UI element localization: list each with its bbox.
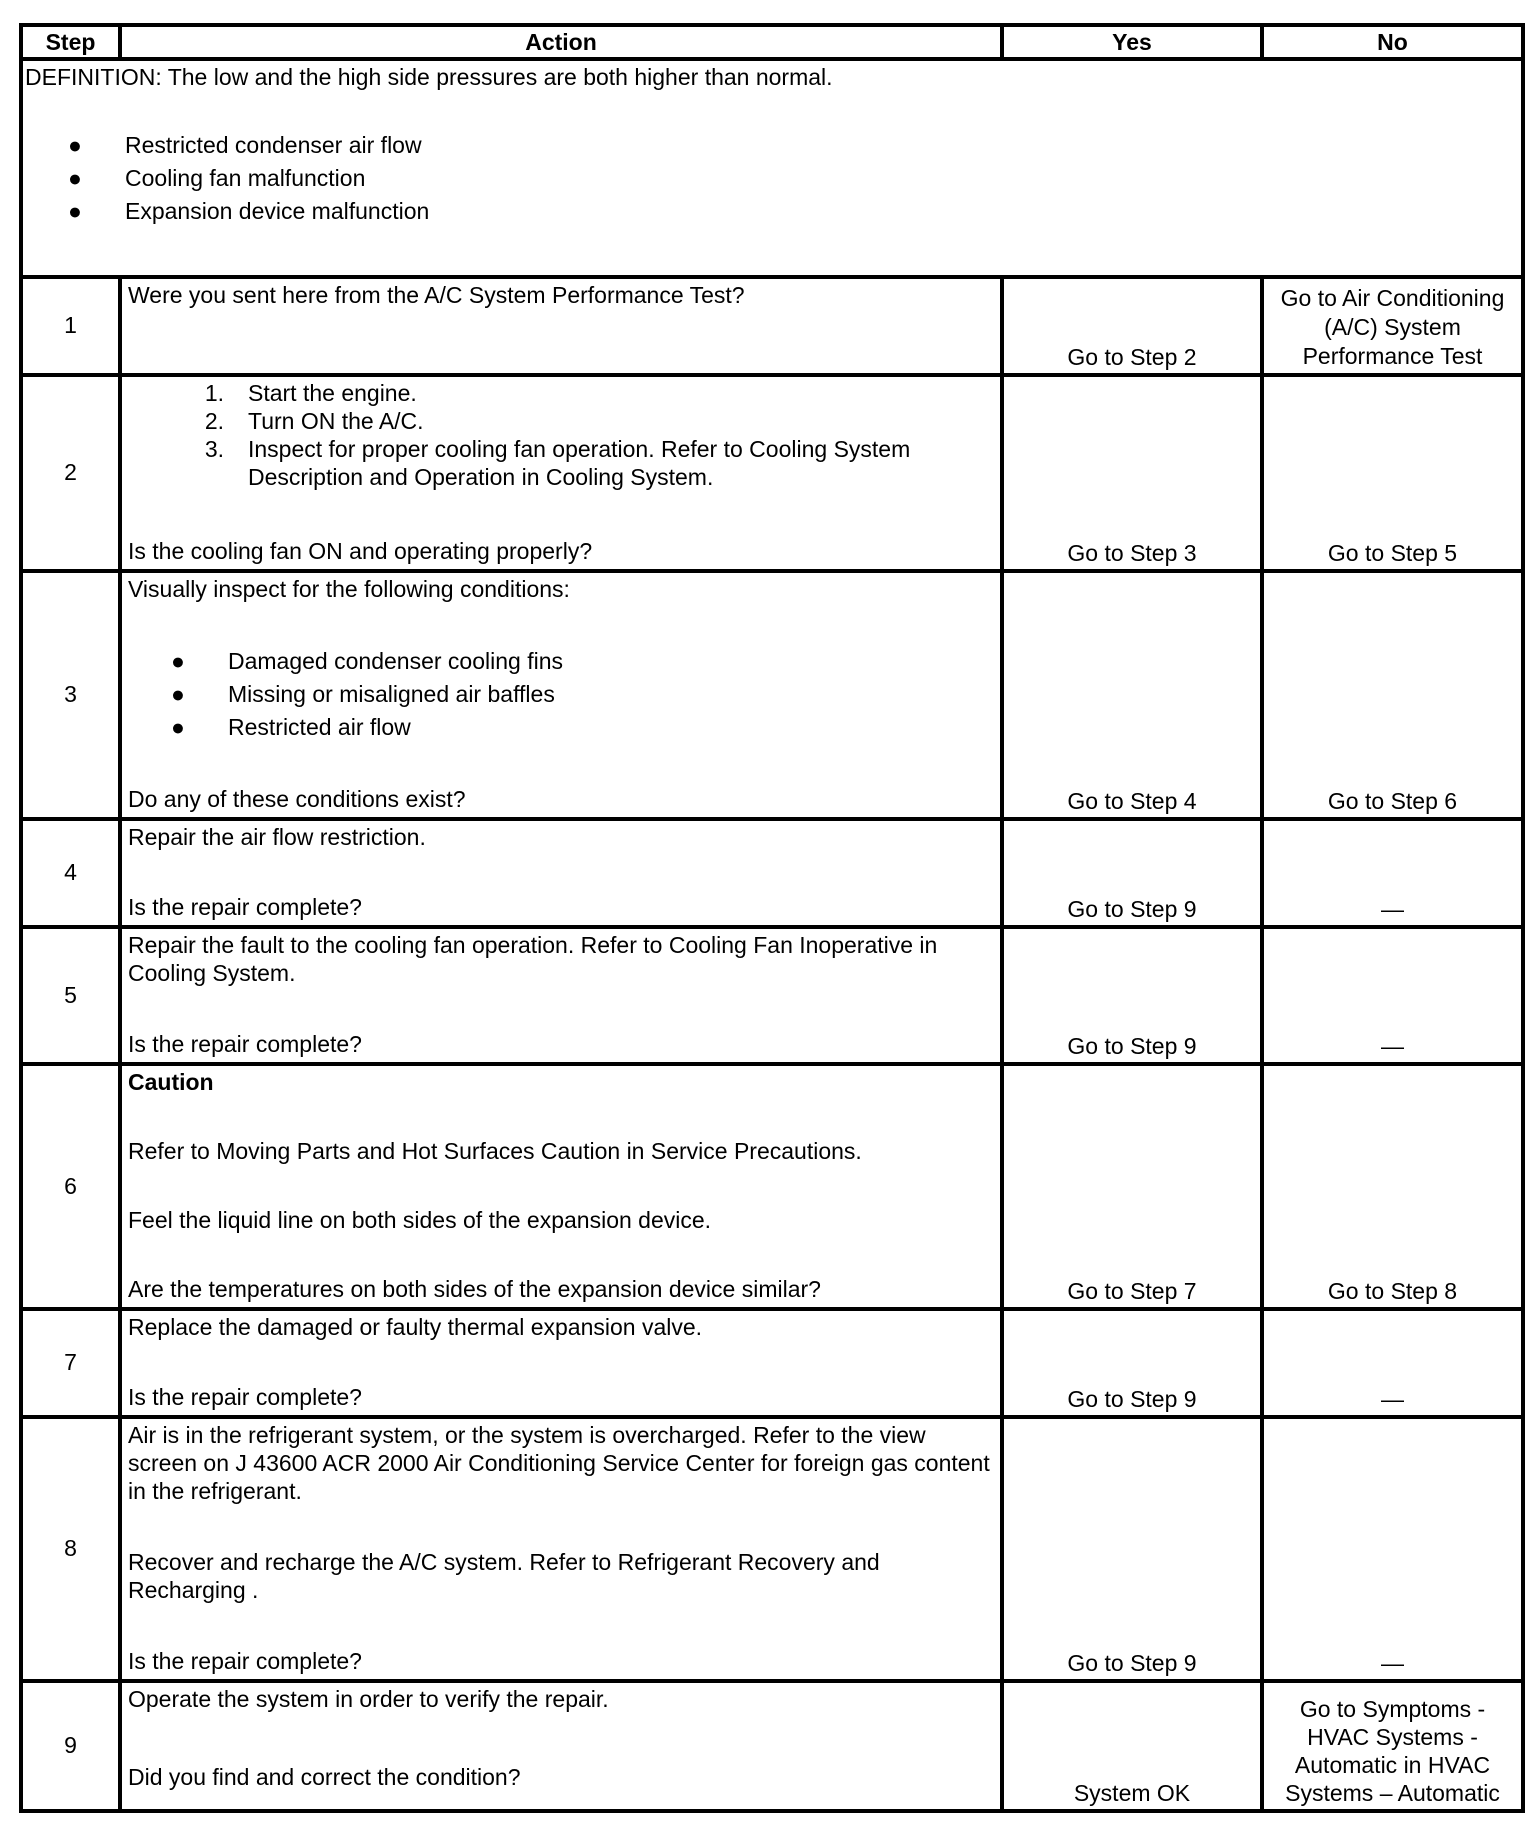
yes-cell: Go to Step 9: [1002, 927, 1262, 1064]
bullet-list: [128, 645, 994, 744]
header-action: Action: [120, 25, 1002, 59]
diagnostic-table: [19, 23, 1525, 1813]
no-cell: Go to Symptoms - HVAC Systems - Automatic in HVAC Systems – Automatic: [1262, 1681, 1523, 1811]
yes-cell: Go to Step 3: [1002, 375, 1262, 571]
definition-row: [21, 59, 1523, 277]
yes-cell: Go to Step 9: [1002, 1309, 1262, 1417]
list-item: ● Restricted air flow: [171, 713, 411, 740]
question: Did you find and correct the condition?: [128, 1764, 521, 1790]
step-number: 5: [21, 927, 120, 1064]
caution-label: Caution: [128, 1069, 214, 1095]
no-cell: Go to Step 8: [1262, 1064, 1523, 1309]
yes-cell: Go to Step 2: [1002, 277, 1262, 375]
table-row: [21, 277, 1523, 375]
action-cell: Replace the damaged or faulty thermal expansion valve. Is the repair complete?: [120, 1309, 1002, 1417]
table-row: [21, 571, 1523, 819]
question: Are the temperatures on both sides of the expansion device similar?: [128, 1276, 821, 1302]
action-cell: Visually inspect for the following conditions: ● Damaged condenser cooling fins ● Missing or misaligned air baffles ● Restricted air flow Do any of these conditions exist?: [120, 571, 1002, 819]
action-cell: Were you sent here from the A/C System Performance Test?: [120, 277, 1002, 375]
header-yes: Yes: [1002, 25, 1262, 59]
action-cell: Caution Refer to Moving Parts and Hot Surfaces Caution in Service Precautions. Feel the liquid line on both sides of the expansion device. Are the temperatures on both sides of the expansion device similar?: [120, 1064, 1002, 1309]
no-cell: Go to Step 5: [1262, 375, 1523, 571]
action-cell: Repair the air flow restriction. Is the repair complete?: [120, 819, 1002, 927]
yes-cell: Go to Step 7: [1002, 1064, 1262, 1309]
definition-text: DEFINITION: The low and the high side pressures are both higher than normal.: [25, 64, 833, 90]
no-cell: Go to Air Conditioning (A/C) System Performance Test: [1262, 277, 1523, 375]
table-row: [21, 819, 1523, 927]
table-row: [21, 375, 1523, 571]
yes-cell: Go to Step 4: [1002, 571, 1262, 819]
yes-cell: Go to Step 9: [1002, 819, 1262, 927]
question: Is the repair complete?: [128, 1031, 362, 1057]
step-number: 6: [21, 1064, 120, 1309]
table-row: [21, 1064, 1523, 1309]
yes-cell: Go to Step 9: [1002, 1417, 1262, 1681]
no-cell: —: [1262, 1417, 1523, 1681]
list-item: 1. Start the engine.: [204, 380, 417, 406]
table-row: [21, 1681, 1523, 1811]
list-item: 2. Turn ON the A/C.: [204, 408, 424, 434]
list-item: ● Damaged condenser cooling fins: [171, 647, 563, 674]
header-no: No: [1262, 25, 1523, 59]
definition-bullets: [25, 129, 1515, 228]
question: Is the repair complete?: [128, 1384, 362, 1410]
action-cell: [120, 375, 1002, 571]
yes-cell: System OK: [1002, 1681, 1262, 1811]
no-cell: —: [1262, 927, 1523, 1064]
question: Is the repair complete?: [128, 894, 362, 920]
table-row: [21, 1417, 1523, 1681]
action-cell: Operate the system in order to verify the repair. Did you find and correct the condition?: [120, 1681, 1002, 1811]
no-cell: —: [1262, 819, 1523, 927]
numbered-list: [128, 379, 994, 491]
list-item: ● Restricted condenser air flow: [68, 132, 422, 158]
no-cell: —: [1262, 1309, 1523, 1417]
no-cell: Go to Step 6: [1262, 571, 1523, 819]
list-item: 3. Inspect for proper cooling fan operation. Refer to Cooling System Description and Operation in Cooling System.: [204, 436, 911, 490]
header-step: Step: [21, 25, 120, 59]
table-row: [21, 927, 1523, 1064]
step-number: 7: [21, 1309, 120, 1417]
action-cell: Air is in the refrigerant system, or the system is overcharged. Refer to the view screen on J 43600 ACR 2000 Air Conditioning Service Center for foreign gas content in the refrigerant. Recover and recharge the A/C system. Refer to Refrigerant Recovery and Recharging . Is the repair complete?: [120, 1417, 1002, 1681]
action-cell: Repair the fault to the cooling fan operation. Refer to Cooling Fan Inoperative in Cooling System. Is the repair complete?: [120, 927, 1002, 1064]
header-row: [21, 25, 1523, 59]
list-item: ● Cooling fan malfunction: [68, 165, 366, 191]
table-row: [21, 1309, 1523, 1417]
step-number: 4: [21, 819, 120, 927]
step-number: 9: [21, 1681, 120, 1811]
step-number: 3: [21, 571, 120, 819]
question: Do any of these conditions exist?: [128, 786, 466, 812]
list-item: ● Expansion device malfunction: [68, 198, 430, 224]
definition-cell: [21, 59, 1523, 277]
list-item: ● Missing or misaligned air baffles: [171, 680, 555, 707]
question: Is the repair complete?: [128, 1648, 362, 1674]
question: Is the cooling fan ON and operating properly?: [128, 538, 593, 564]
step-number: 1: [21, 277, 120, 375]
step-number: 8: [21, 1417, 120, 1681]
step-number: 2: [21, 375, 120, 571]
